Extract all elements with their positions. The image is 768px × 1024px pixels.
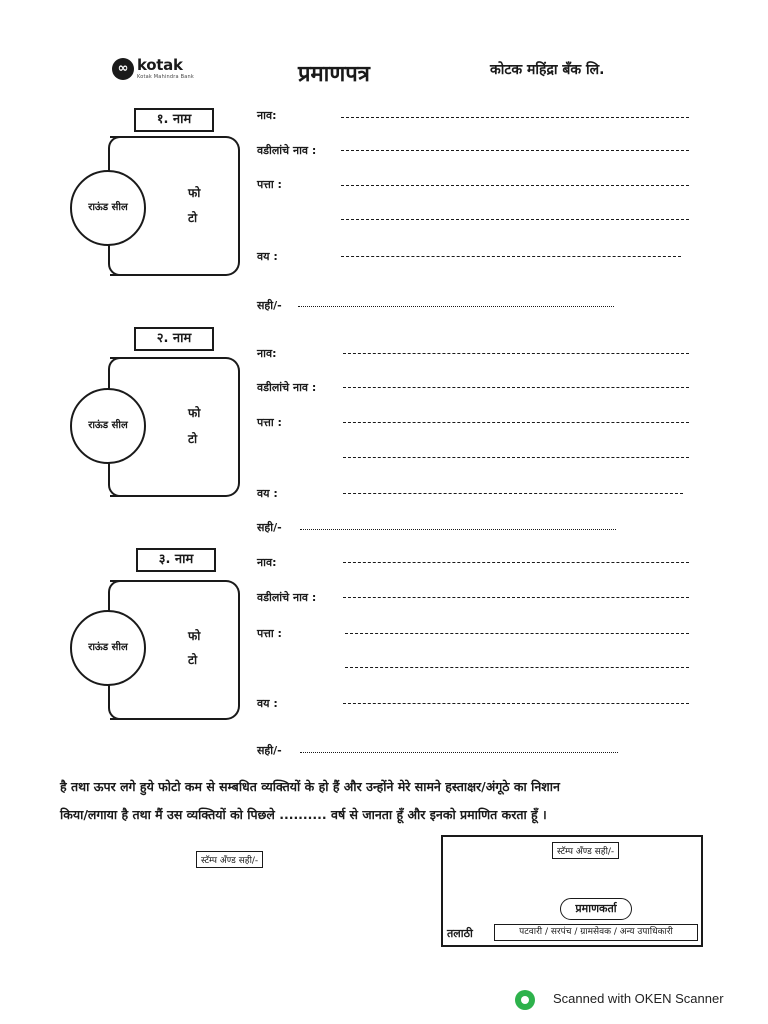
name-field[interactable] [341, 117, 689, 118]
address-label: पत्ता : [257, 627, 282, 640]
bank-name: कोटक महिंद्रा बँक लि. [490, 62, 605, 78]
name-field[interactable] [343, 562, 689, 563]
signature-label: सही/- [257, 521, 282, 534]
oken-scanner-icon [515, 990, 535, 1010]
photo-label-1: फो [188, 186, 201, 200]
photo-label-2: टो [188, 653, 198, 667]
age-label: वय : [257, 487, 278, 500]
address-label: पत्ता : [257, 178, 282, 191]
round-seal: राऊंड सील [70, 388, 146, 464]
age-label: वय : [257, 250, 278, 263]
name-label: नाव: [257, 556, 277, 569]
signature-field[interactable] [300, 752, 618, 753]
address-field[interactable] [341, 185, 689, 186]
age-field[interactable] [343, 703, 689, 704]
father-name-field[interactable] [341, 150, 689, 151]
photo-label-1: फो [188, 629, 201, 643]
address-field-line2[interactable] [345, 667, 689, 668]
round-seal: राऊंड सील [70, 170, 146, 246]
stamp-and-sign-right: स्टॅम्प अँण्ड सही/- [552, 842, 619, 859]
officer-titles: पटवारी / सरपंच / ग्रामसेवक / अन्य उपाधिकारी [494, 924, 698, 941]
address-field-line2[interactable] [343, 457, 689, 458]
age-field[interactable] [343, 493, 683, 494]
person-1-heading: १. नाम [134, 108, 214, 132]
address-field[interactable] [343, 422, 689, 423]
photo-label-2: टो [188, 432, 198, 446]
photo-label-2: टो [188, 211, 198, 225]
signature-label: सही/- [257, 299, 282, 312]
address-label: पत्ता : [257, 416, 282, 429]
father-name-field[interactable] [343, 597, 689, 598]
declaration-line-1: है तथा ऊपर लगे हुये फोटो कम से सम्बधित व्यक्तियों के हो हैं और उन्होंने मेरे सामने हस्ताक्षर/अंगूठे का निशान [60, 779, 560, 794]
logo-text: kotak [137, 56, 183, 74]
stamp-and-sign-left: स्टॅम्प अँण्ड सही/- [196, 851, 263, 868]
kotak-logo-icon: ∞ [112, 58, 134, 80]
declaration-line-2: किया/लगाया है तथा मैं उस व्यक्तियों को पिछले .......... वर्ष से जानता हूँ और इनको प्रमाणित करता हूँ । [60, 807, 547, 822]
father-name-field[interactable] [343, 387, 689, 388]
photo-label-1: फो [188, 406, 201, 420]
scanner-watermark: Scanned with OKEN Scanner [553, 991, 724, 1006]
logo-subtext: Kotak Mahindra Bank [137, 74, 194, 80]
signature-label: सही/- [257, 744, 282, 757]
father-name-label: वडीलांचे नाव : [257, 591, 317, 604]
round-seal: राऊंड सील [70, 610, 146, 686]
person-3-heading: ३. नाम [136, 548, 216, 572]
signature-field[interactable] [300, 529, 616, 530]
age-field[interactable] [341, 256, 681, 257]
father-name-label: वडीलांचे नाव : [257, 381, 317, 394]
certifier-label: प्रमाणकर्ता [560, 898, 632, 920]
father-name-label: वडीलांचे नाव : [257, 144, 317, 157]
age-label: वय : [257, 697, 278, 710]
name-label: नाव: [257, 347, 277, 360]
signature-field[interactable] [298, 306, 614, 307]
name-field[interactable] [343, 353, 689, 354]
address-field[interactable] [345, 633, 689, 634]
talathi-label: तलाठी [447, 927, 473, 940]
name-label: नाव: [257, 109, 277, 122]
person-2-heading: २. नाम [134, 327, 214, 351]
document-title: प्रमाणपत्र [298, 62, 370, 87]
address-field-line2[interactable] [341, 219, 689, 220]
